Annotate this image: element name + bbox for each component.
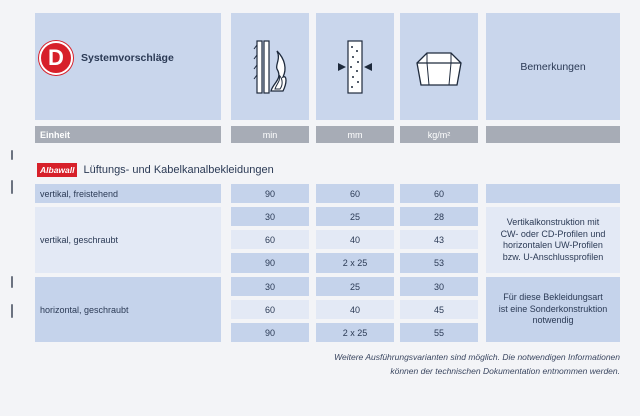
unit-kg: kg/m² — [400, 126, 478, 143]
group-label: horizontal, geschraubt — [35, 277, 221, 342]
cell-kg: 43 — [400, 230, 478, 249]
header-thickness-cell — [316, 13, 394, 120]
binder-mark — [11, 304, 13, 318]
binder-mark — [11, 180, 13, 194]
section-heading — [37, 160, 274, 180]
cell-min: 30 — [231, 207, 309, 226]
remark-line: horizontalen UW-Profilen — [503, 240, 603, 250]
cell-mm: 2 x 25 — [316, 323, 394, 342]
cell-mm: 25 — [316, 277, 394, 296]
header-title-cell — [35, 13, 221, 120]
remark-line: Für diese Bekleidungsart — [503, 292, 603, 303]
cell-mm: 60 — [316, 184, 394, 203]
cell-kg: 53 — [400, 253, 478, 273]
page-title: Systemvorschläge — [81, 52, 174, 64]
cell-mm: 2 x 25 — [316, 253, 394, 273]
cell-kg: 45 — [400, 300, 478, 319]
units-label: Einheit — [35, 126, 221, 143]
cell-kg: 30 — [400, 277, 478, 296]
cell-min: 90 — [231, 253, 309, 273]
remark-line: bzw. U-Anschlussprofilen — [502, 251, 604, 262]
group-label: vertikal, freistehend — [35, 184, 221, 203]
cell-min: 60 — [231, 230, 309, 249]
section-badge: D — [39, 41, 73, 75]
cell-kg: 28 — [400, 207, 478, 226]
remark-line: Vertikalkonstruktion mit — [506, 217, 600, 227]
unit-remarks — [486, 126, 620, 143]
footnote-line: können der technischen Dokumentation entnommen werden. — [390, 366, 620, 376]
group-label: vertikal, geschraubt — [35, 207, 221, 273]
header-fire-cell — [231, 13, 309, 120]
binder-mark — [11, 150, 13, 160]
unit-mm: mm — [316, 126, 394, 143]
cell-min: 90 — [231, 184, 309, 203]
remark-line: ist eine Sonderkonstruktion — [498, 303, 608, 314]
weight-icon — [413, 49, 465, 89]
footnote-line: Weitere Ausführungsvarianten sind möglich. Die notwendigen Informationen — [334, 352, 620, 362]
header-weight-cell — [400, 13, 478, 120]
fire-wall-icon — [253, 39, 289, 95]
cell-remark — [486, 184, 620, 203]
unit-min: min — [231, 126, 309, 143]
cell-min: 90 — [231, 323, 309, 342]
binder-mark — [11, 276, 13, 288]
cell-mm: 25 — [316, 207, 394, 226]
footnote — [220, 350, 620, 378]
cell-min: 30 — [231, 277, 309, 296]
cell-mm: 40 — [316, 300, 394, 319]
cell-mm: 40 — [316, 230, 394, 249]
insulation-panel-icon — [324, 39, 386, 95]
remark-line: CW- oder CD-Profilen und — [500, 228, 606, 239]
section-title: Lüftungs- und Kabelkanalbekleidungen — [83, 164, 274, 176]
cell-kg: 60 — [400, 184, 478, 203]
cell-remark — [486, 277, 620, 342]
cell-kg: 55 — [400, 323, 478, 342]
cell-min: 60 — [231, 300, 309, 319]
cell-remark — [486, 207, 620, 273]
header-remarks-cell: Bemerkungen — [486, 13, 620, 120]
remark-line: notwendig — [532, 315, 574, 326]
albawall-logo: Albawall — [37, 163, 77, 177]
